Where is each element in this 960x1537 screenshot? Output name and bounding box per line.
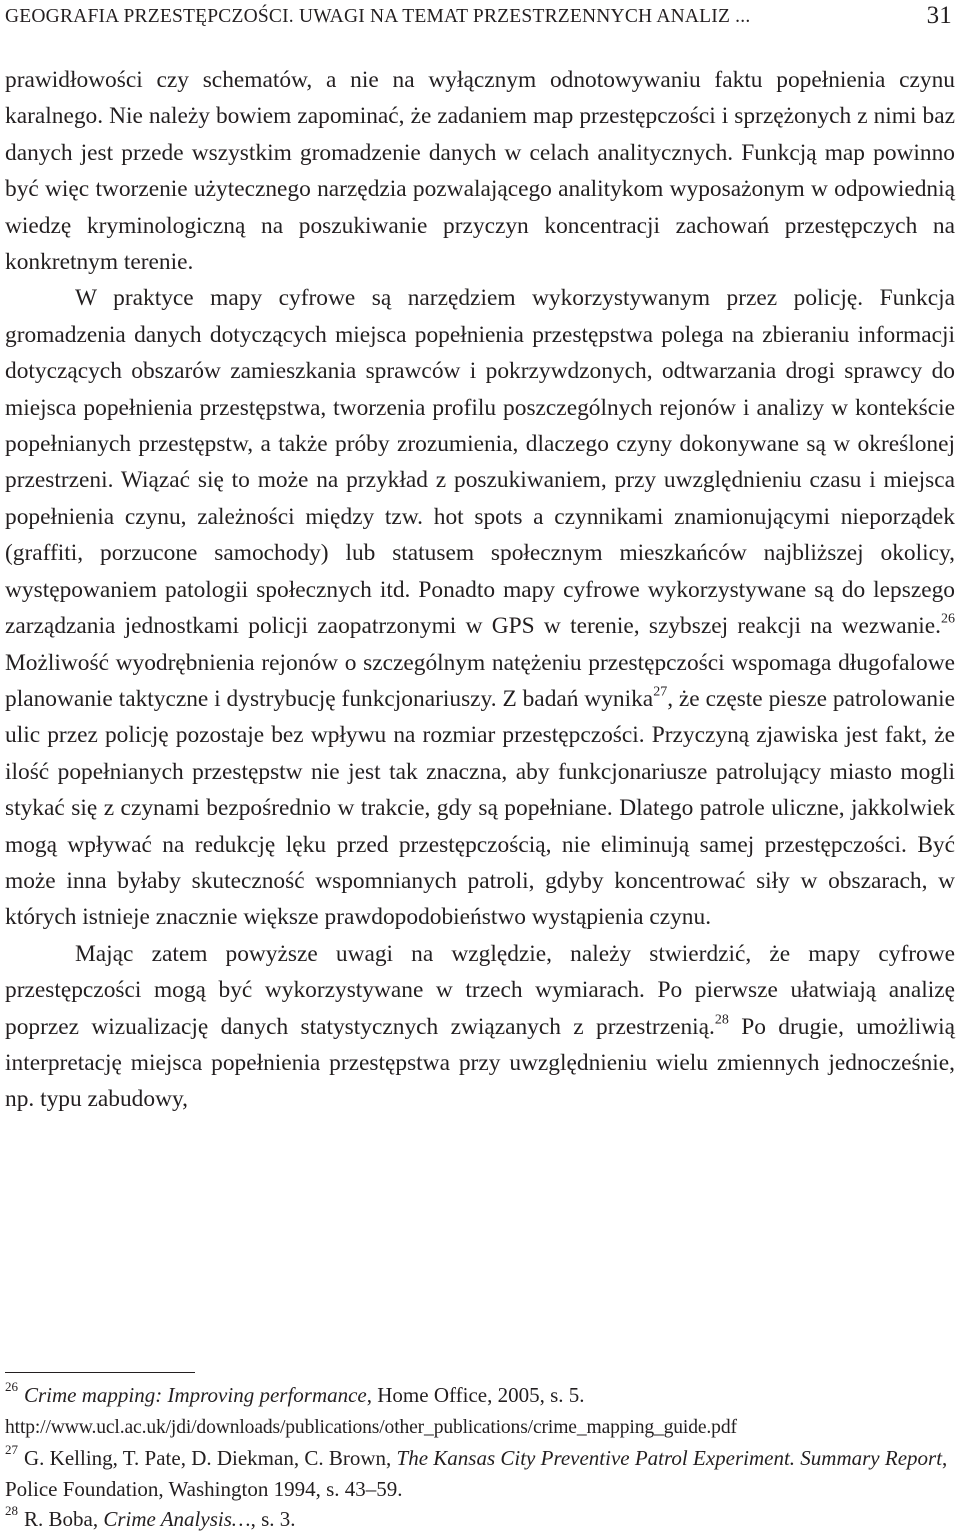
paragraph-2-text-b: Możliwość wyodrębnienia rejonów o szczególnym natężeniu przestępczości wspomaga długofalowe planowanie taktyczne i dystrybucję funkcjonariuszy. Z badań wynika: [5, 649, 955, 712]
body-text: [5, 62, 955, 1118]
footnotes: [5, 1380, 957, 1535]
running-header: [5, 4, 952, 34]
footnote-ref-28[interactable]: 28: [714, 1012, 729, 1028]
footnote-ref-26[interactable]: 26: [941, 611, 955, 627]
footnote-title: Crime Analysis…: [103, 1507, 251, 1531]
paragraph-3: [5, 936, 955, 1118]
footnote-27: [5, 1443, 957, 1504]
paragraph-2-text-c: , że częste piesze patrolowanie ulic przez policję pozostaje bez wpływu na rozmiar przestępczości. Przyczyną zjawiska jest fakt, że ilość popełnianych przestępstw nie jest tak znaczna, aby funkcjonariusze patrolujący miasto mogli stykać się z czynami bezpośrednio w trakcie, gdy są popełniane. Dlatego patrole uliczne, jakkolwiek mogą wpływać na redukcję lęku przed przestępczością, nie eliminują samej przestępczości. Być może inna byłaby skuteczność wspomnianych patroli, gdyby koncentrować siły w obszarach, w których istnieje znacznie większe prawdopodobieństwo wystąpienia czynu.: [5, 685, 955, 931]
footnote-authors: G. Kelling, T. Pate, D. Diekman, C. Brown,: [24, 1446, 397, 1470]
footnote-authors: R. Boba,: [24, 1507, 104, 1531]
footnote-title: Crime mapping: Improving performance: [24, 1383, 367, 1407]
page-number: 31: [926, 2, 952, 29]
footnote-number: 28: [5, 1502, 18, 1518]
footnote-number: 27: [5, 1441, 18, 1457]
footnote-26-url: [5, 1411, 957, 1444]
paragraph-3-text-b: Po drugie, umożliwią interpretację miejsca popełnienia przestępstwa przy uwzględnieniu wielu zmiennych jednocześnie, np. typu zabudowy,: [5, 1013, 956, 1113]
footnote-text: , Home Office, 2005, s. 5.: [366, 1383, 585, 1407]
paragraph-3-text-a: Mając zatem powyższe uwagi na względzie, należy stwierdzić, że mapy cyfrowe przestępczości mogą być wykorzystywane w trzech wymiarach. Po pierwsze ułatwiają analizę poprzez wizualizację danych statystycznych związanych z przestrzenią.: [5, 940, 955, 1040]
paragraph-2-text-a: W praktyce mapy cyfrowe są narzędziem wykorzystywanym przez policję. Funkcja gromadzenia danych dotyczących miejsca popełnienia przestępstwa polega na zbieraniu informacji dotyczących obszarów zamieszkania sprawców i pokrzywdzonych, odtwarzania drogi sprawcy do miejsca popełnienia przestępstwa, tworzenia profilu poszczególnych rejonów i analizy w kontekście popełnianych przestępstw, a także próby zrozumienia, dlaczego czyny dokonywane są w określonej przestrzeni. Wiązać się to może na przykład z poszukiwaniem, przy uwzględnieniu czasu i miejsca popełnienia czynu, zależności między tzw. hot spots a czynnikami znamionującymi nieporządek (graffiti, porzucone samochody) lub statusem społecznym mieszkańców najbliższej okolicy, występowaniem patologii społecznych itd. Ponadto mapy cyfrowe wykorzystywane są do lepszego zarządzania jednostkami policji zaopatrzonymi w GPS w terenie, szybszej reakcji na wezwanie.: [5, 285, 955, 640]
footnote-text: , s. 3.: [250, 1507, 296, 1531]
footnote-26: [5, 1380, 957, 1411]
footnote-link[interactable]: http://www.ucl.ac.uk/jdi/downloads/publications/other_publications/crime_mapping_guide.pdf: [5, 1416, 737, 1438]
footnote-28: [5, 1504, 957, 1535]
paragraph-2: [5, 280, 955, 935]
paragraph-1: [5, 62, 955, 280]
running-title: GEOGRAFIA PRZESTĘPCZOŚCI. UWAGI NA TEMAT PRZESTRZENNYCH ANALIZ ...: [5, 6, 751, 27]
footnote-title: The Kansas City Preventive Patrol Experiment. Summary Report: [396, 1446, 943, 1470]
paragraph-1-text: prawidłowości czy schematów, a nie na wyłącznym odnotowywaniu faktu popełnienia czynu karalnego. Nie należy bowiem zapominać, że zadaniem map przestępczości i sprzężonych z nimi baz danych jest przede wszystkim gromadzenie danych w celach analitycznych. Funkcją map powinno być więc tworzenie użytecznego narzędzia pozwalającego analitykom wyposażonym w odpowiednią wiedzę kryminologiczną na poszukiwanie przyczyn koncentracji zachowań przestępczych na konkretnym terenie.: [5, 67, 955, 276]
footnote-ref-27[interactable]: 27: [653, 684, 668, 700]
footnote-text: , Police Foundation, Washington 1994, s. 43–59.: [5, 1446, 948, 1501]
footnote-separator: [5, 1372, 195, 1373]
footnote-number: 26: [5, 1378, 18, 1394]
